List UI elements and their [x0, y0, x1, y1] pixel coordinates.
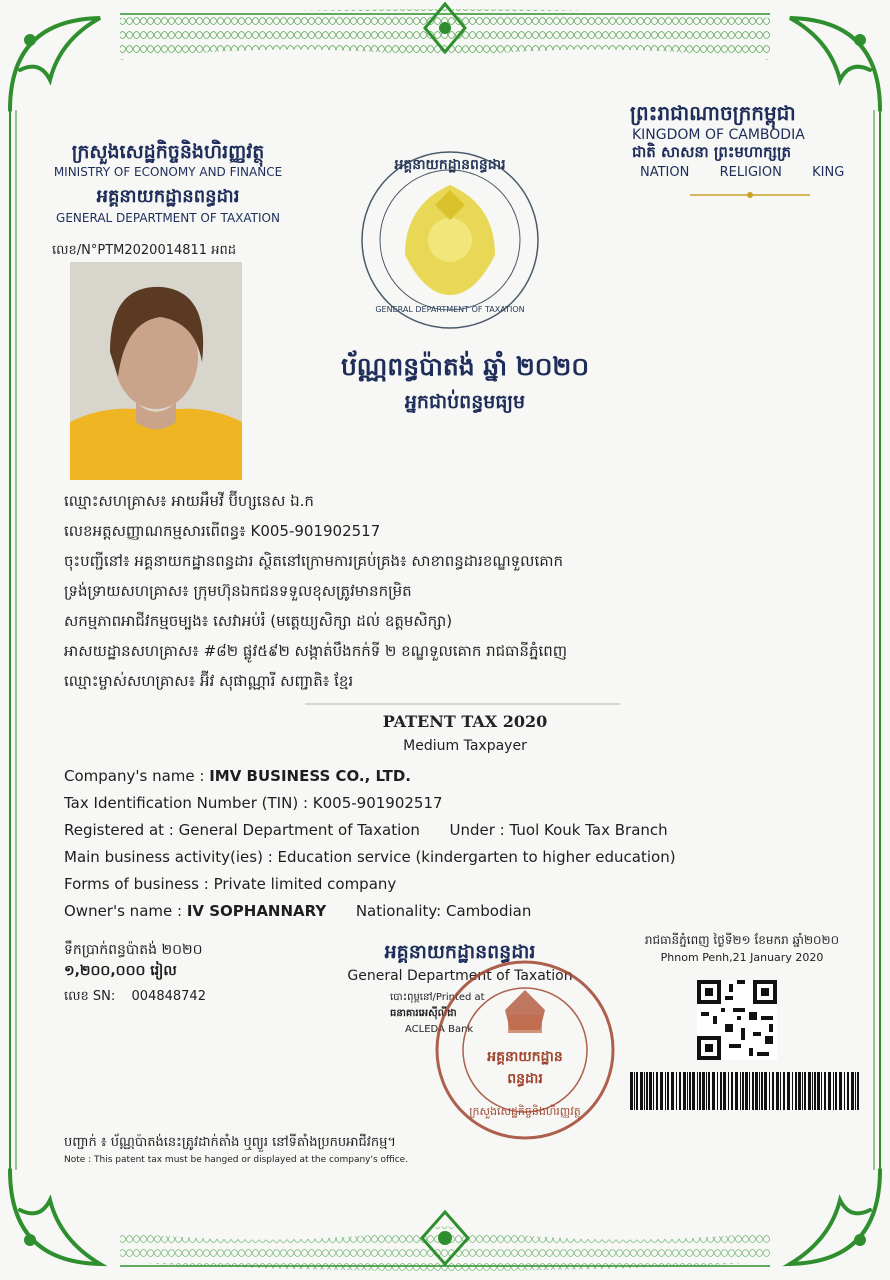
- barcode-bar: [808, 1072, 811, 1110]
- company-value: IMV BUSINESS CO., LTD.: [209, 767, 411, 785]
- date-en: Phnom Penh,21 January 2020: [660, 951, 824, 964]
- official-stamp: [430, 955, 620, 1145]
- registered-label: Registered at :: [64, 821, 179, 839]
- sn-label: លេខ SN:: [64, 989, 116, 1004]
- ministry-name-km: ក្រសួងសេដ្ឋកិច្ចនិងហិរញ្ញវត្ថុ: [71, 141, 265, 163]
- barcode-bar: [851, 1072, 854, 1110]
- motto-religion: RELIGION: [719, 165, 782, 180]
- barcode-bar: [780, 1072, 781, 1110]
- activity-label: Main business activity(ies) :: [64, 848, 278, 866]
- reference-number: លេខ/N°PTM2020014811 អពដ: [52, 243, 236, 258]
- khmer-company-name: ឈ្មោះសហគ្រាស៖ អាយអឹមវី ប៊ីហ្សនេស ឯ.ក: [64, 492, 314, 510]
- barcode-bar: [634, 1072, 635, 1110]
- barcode-bar: [749, 1072, 750, 1110]
- barcode-bar: [720, 1072, 722, 1110]
- nationality-label: Nationality:: [355, 902, 446, 920]
- barcode-bar: [667, 1072, 669, 1110]
- note-en: Note : This patent tax must be hanged or displayed at the company's office.: [64, 1155, 409, 1165]
- barcode-bar: [761, 1072, 763, 1110]
- barcode-bar: [844, 1072, 845, 1110]
- certificate-title-km: ប័ណ្ណពន្ធប៉ាតង់ ឆ្នាំ ២០២០: [340, 352, 590, 381]
- barcode-bar: [717, 1072, 718, 1110]
- owner-label: Owner's name :: [64, 902, 187, 920]
- barcode-bar: [764, 1072, 767, 1110]
- stamp-text-mid: ពន្ធដារ: [507, 1071, 543, 1087]
- barcode-bar: [804, 1072, 806, 1110]
- barcode-bar: [697, 1072, 698, 1110]
- khmer-address: អាសយដ្ឋានសហគ្រាស៖ #៨២ ផ្លូវ៥៩២ សង្កាត់បឹងកក់ទី ២ ខណ្ឌទួលគោក រាជធានីភ្នំពេញ: [64, 642, 568, 660]
- barcode-bar: [692, 1072, 695, 1110]
- owner-line: [64, 902, 531, 920]
- motto-king: KING: [812, 165, 845, 180]
- tin-label: Tax Identification Number (TIN) :: [64, 794, 313, 812]
- qr-code: [697, 980, 777, 1060]
- stamp-text-ring: ក្រសួងសេដ្ឋកិច្ចនិងហិរញ្ញវត្ថុ: [469, 1105, 581, 1118]
- barcode-bar: [742, 1072, 744, 1110]
- note-km: បញ្ជាក់ ៖ ប័ណ្ណប៉ាតង់នេះត្រូវដាក់តាំង ឬព្យួរ នៅទីតាំងប្រកបអាជីវកម្ម។: [64, 1135, 396, 1150]
- barcode-bar: [630, 1072, 633, 1110]
- barcode-bar: [683, 1072, 686, 1110]
- khmer-business-activity: សកម្មភាពអាជីវកម្មចម្បង៖ សេវាអប់រំ (មត្តេយ្យសិក្សា ដល់ ឧត្តមសិក្សា): [64, 612, 453, 630]
- kingdom-name-en: KINGDOM OF CAMBODIA: [632, 127, 805, 143]
- bank-name-en: ACLEDA Bank: [405, 1024, 474, 1035]
- barcode-bar: [787, 1072, 790, 1110]
- sn-value: 004848742: [131, 989, 206, 1004]
- barcode-bar: [665, 1072, 666, 1110]
- barcode-bar: [776, 1072, 779, 1110]
- company-name-line: [64, 767, 411, 785]
- registered-value: General Department of Taxation: [178, 821, 420, 839]
- department-name-km: អគ្គនាយកដ្ឋានពន្ធដារ: [96, 186, 240, 207]
- barcode-bar: [660, 1072, 663, 1110]
- kingdom-name-km: ព្រះរាជាណាចក្រកម្ពុជា: [630, 101, 796, 125]
- barcode-bar: [798, 1072, 801, 1110]
- barcode-bar: [769, 1072, 770, 1110]
- tin-value: K005-901902517: [312, 794, 443, 812]
- khmer-business-form: ទ្រង់ទ្រាយសហគ្រាស៖ ក្រុមហ៊ុនឯកជនទទួលខុសត្រូវមានកម្រិត: [64, 582, 412, 600]
- forms-value: Private limited company: [213, 875, 397, 893]
- barcode-bar: [812, 1072, 813, 1110]
- under-label: Under :: [449, 821, 510, 839]
- owner-value: IV SOPHANNARY: [186, 902, 327, 920]
- barcode-bar: [687, 1072, 688, 1110]
- barcode-bar: [802, 1072, 803, 1110]
- barcode-bar: [649, 1072, 652, 1110]
- barcode-bar: [783, 1072, 785, 1110]
- signature-org-en: General Department of Taxation: [347, 968, 573, 984]
- date-km: រាជធានីភ្នំពេញ ថ្ងៃទី២១ ខែមករា ឆ្នាំ២០២០: [644, 933, 840, 947]
- seal-bottom-text: GENERAL DEPARTMENT OF TAXATION: [375, 305, 525, 314]
- barcode-bar: [656, 1072, 658, 1110]
- barcode-bar: [636, 1072, 638, 1110]
- stamp-text-top: អគ្គនាយកដ្ឋាន: [487, 1049, 563, 1065]
- printed-at-en: Printed at: [435, 992, 485, 1003]
- bank-name-km: ធនាគារអេស៊ីលីដា: [390, 1008, 457, 1019]
- barcode-bar: [679, 1072, 681, 1110]
- certificate-subtitle-km: អ្នកជាប់ពន្ធមធ្យម: [404, 391, 526, 413]
- printed-at: បោះពុម្ពនៅ/Printed at: [390, 992, 485, 1003]
- barcode-bar: [833, 1072, 834, 1110]
- forms-line: [64, 875, 396, 893]
- barcode-bar: [817, 1072, 820, 1110]
- barcode-bar: [824, 1072, 826, 1110]
- barcode-bar: [689, 1072, 691, 1110]
- barcode-bar: [706, 1072, 707, 1110]
- barcode-bar: [755, 1072, 758, 1110]
- barcode-bar: [712, 1072, 715, 1110]
- barcode-bar: [835, 1072, 837, 1110]
- barcode-bar: [814, 1072, 816, 1110]
- tin-line: [64, 794, 443, 812]
- barcode-bar: [728, 1072, 729, 1110]
- company-label: Company's name :: [64, 767, 210, 785]
- registered-line: [64, 821, 668, 839]
- barcode: [630, 1072, 860, 1110]
- motto-km: ជាតិ សាសនា ព្រះមហាក្សត្រ: [632, 143, 791, 161]
- barcode-bar: [699, 1072, 701, 1110]
- barcode-bar: [735, 1072, 738, 1110]
- activity-value: Education service (kindergarten to higher education): [277, 848, 676, 866]
- barcode-bar: [646, 1072, 648, 1110]
- motto-en: [640, 165, 844, 180]
- barcode-bar: [857, 1072, 859, 1110]
- khmer-owner-name: ឈ្មោះម្ចាស់សហគ្រាស៖ អ៊ីវ សុផាណ្ណារី សញ្ជាតិ៖ ខ្មែរ: [64, 672, 354, 690]
- barcode-bar: [795, 1072, 797, 1110]
- barcode-bar: [723, 1072, 726, 1110]
- barcode-bar: [772, 1072, 774, 1110]
- printed-at-km: បោះពុម្ពនៅ: [390, 992, 433, 1003]
- barcode-bar: [759, 1072, 760, 1110]
- barcode-bar: [752, 1072, 754, 1110]
- barcode-bar: [745, 1072, 748, 1110]
- seal-top-text: អគ្គនាយកដ្ឋានពន្ធដារ: [394, 157, 506, 173]
- barcode-bar: [640, 1072, 643, 1110]
- department-name-en: GENERAL DEPARTMENT OF TAXATION: [56, 211, 280, 225]
- under-value: Tuol Kouk Tax Branch: [509, 821, 668, 839]
- barcode-bar: [792, 1072, 793, 1110]
- barcode-bar: [828, 1072, 831, 1110]
- barcode-bar: [855, 1072, 856, 1110]
- signature-org-km: អគ្គនាយកដ្ឋានពន្ធដារ: [384, 941, 536, 963]
- amount-value: ១,២០០,០០០ រៀល: [64, 963, 177, 979]
- english-subheading: Medium Taxpayer: [403, 738, 527, 754]
- barcode-bar: [708, 1072, 710, 1110]
- khmer-registered-at: ចុះបញ្ជីនៅ៖ អគ្គនាយកដ្ឋានពន្ធដារ ស្ថិតនៅក្រោមការគ្រប់គ្រង៖ សាខាពន្ធដារខណ្ឌទួលគោក: [64, 552, 564, 570]
- activity-line: [64, 848, 676, 866]
- taxation-seal: [355, 145, 545, 335]
- barcode-bar: [676, 1072, 677, 1110]
- ministry-name-en: MINISTRY OF ECONOMY AND FINANCE: [53, 165, 283, 179]
- amount-label: ទឹកប្រាក់ពន្ធប៉ាតង់ ២០២០: [64, 942, 203, 958]
- barcode-bar: [821, 1072, 822, 1110]
- forms-label: Forms of business :: [64, 875, 214, 893]
- barcode-bar: [671, 1072, 674, 1110]
- serial-number: [64, 988, 206, 1007]
- owner-photo: [70, 262, 242, 480]
- english-heading: PATENT TAX 2020: [382, 712, 548, 731]
- barcode-bar: [702, 1072, 705, 1110]
- barcode-bar: [847, 1072, 849, 1110]
- barcode-bar: [740, 1072, 741, 1110]
- barcode-bar: [731, 1072, 733, 1110]
- motto-nation: NATION: [640, 165, 690, 180]
- khmer-tin: លេខអត្តសញ្ញាណកម្មសារពើពន្ធ៖ K005-901902517: [64, 522, 381, 540]
- barcode-bar: [644, 1072, 645, 1110]
- barcode-bar: [839, 1072, 842, 1110]
- nationality-value: Cambodian: [445, 902, 532, 920]
- barcode-bar: [653, 1072, 654, 1110]
